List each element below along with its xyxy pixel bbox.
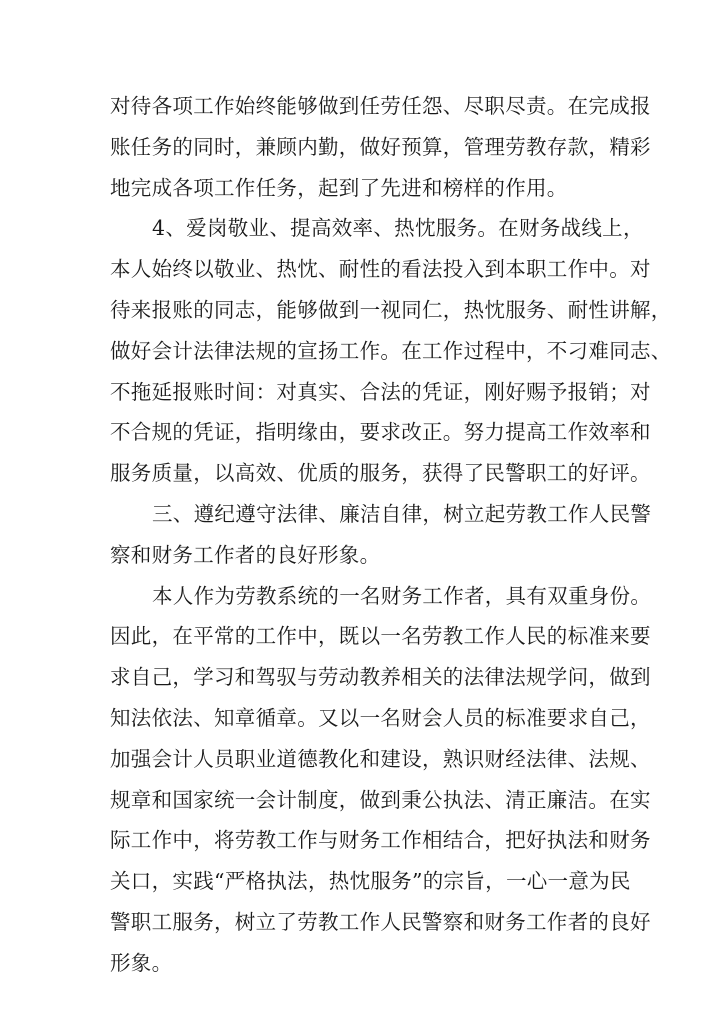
text-line: 知法依法、知章循章。又以一名财会人员的标准要求自己， [110,705,651,730]
body-text [110,86,672,984]
text-line: 不拖延报账时间：对真实、合法的凭证，刚好赐予报销；对 [110,379,651,404]
text-line: 察和财务工作者的良好形象。 [110,542,381,567]
text-line: 4、爱岗敬业、提高效率、热忱服务。在财务战线上， [152,216,644,241]
text-line: 求自己，学习和驾驭与劳动教养相关的法律法规学问，做到 [110,665,651,690]
text-line: 形象。 [110,950,173,975]
text-line: 因此，在平常的工作中，既以一名劳教工作人民的标准来要 [110,624,651,649]
text-line: 账任务的同时，兼顾内勤，做好预算，管理劳教存款，精彩 [110,134,651,159]
text-line: 本人始终以敬业、热忱、耐性的看法投入到本职工作中。对 [110,257,651,282]
text-line: 际工作中，将劳教工作与财务工作相结合，把好执法和财务 [110,828,651,853]
text-line: 服务质量，以高效、优质的服务，获得了民警职工的好评。 [110,461,651,486]
text-line: 规章和国家统一会计制度，做到秉公执法、清正廉洁。在实 [110,787,651,812]
text-line: 对待各项工作始终能够做到任劳任怨、尽职尽责。在完成报 [110,94,651,118]
text-line: 警职工服务，树立了劳教工作人民警察和财务工作者的良好 [110,909,651,934]
text-line: 加强会计人员职业道德教化和建设，熟识财经法律、法规、 [110,746,651,771]
text-line: 做好会计法律法规的宣扬工作。在工作过程中，不刁难同志、 [110,338,672,363]
text-line: 待来报账的同志，能够做到一视同仁，热忱服务、耐性讲解， [110,297,672,322]
text-line: 不合规的凭证，指明缘由，要求改正。努力提高工作效率和 [110,420,651,445]
text-line: 关口，实践“严格执法，热忱服务”的宗旨，一心一意为民 [110,869,631,894]
text-line: 地完成各项工作任务，起到了先进和榜样的作用。 [110,175,568,200]
text-line: 本人作为劳教系统的一名财务工作者，具有双重身份。 [152,583,652,608]
text-line: 三、遵纪遵守法律、廉洁自律，树立起劳教工作人民警 [152,501,652,526]
